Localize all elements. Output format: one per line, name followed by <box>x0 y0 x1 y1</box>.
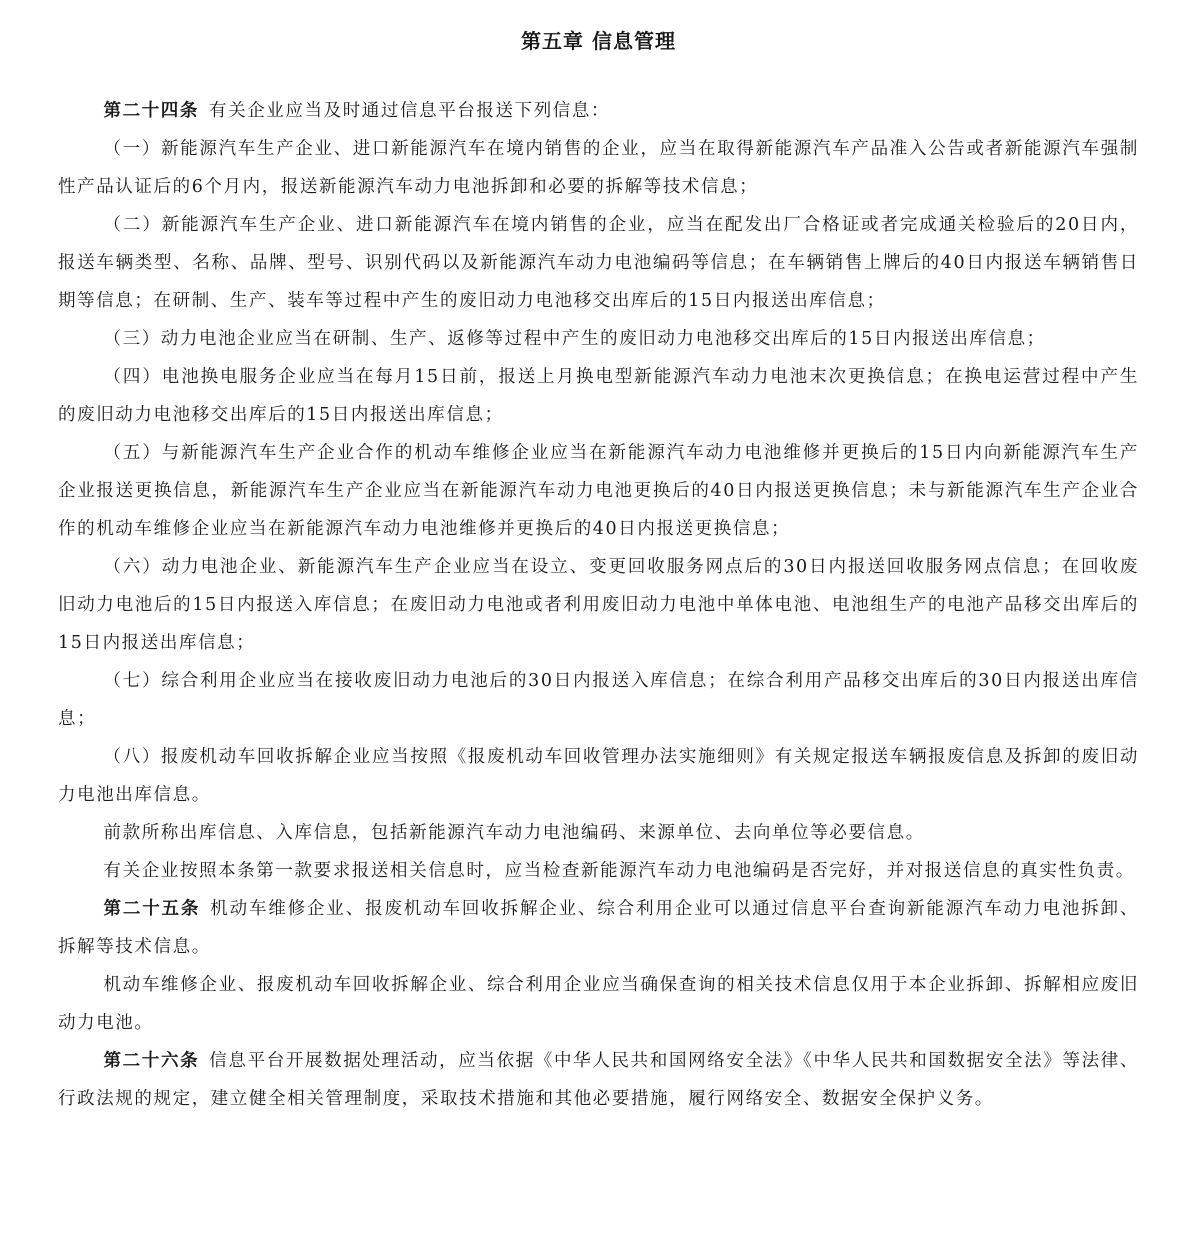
article-24-item-7 <box>58 662 1139 738</box>
article-24-definition <box>58 814 1139 852</box>
article-heading: 第二十五条 <box>103 899 201 919</box>
article-26 <box>58 1042 1139 1118</box>
article-24-item-3 <box>58 320 1139 358</box>
paragraph-text: 机动车维修企业、报废机动车回收拆解企业、综合利用企业应当确保查询的相关技术信息仅用于本企业拆卸、拆解相应废旧动力电池。 <box>58 975 1139 1033</box>
article-24-intro <box>58 92 1139 130</box>
article-heading: 第二十六条 <box>103 1051 200 1071</box>
article-25 <box>58 890 1139 966</box>
article-24-item-5 <box>58 434 1139 548</box>
article-24-item-6 <box>58 548 1139 662</box>
paragraph-text: （七）综合利用企业应当在接收废旧动力电池后的30日内报送入库信息；在综合利用产品移交出库后的30日内报送出库信息； <box>58 671 1139 729</box>
article-24-item-2 <box>58 206 1139 320</box>
paragraph-text: （五）与新能源汽车生产企业合作的机动车维修企业应当在新能源汽车动力电池维修并更换后的15日内向新能源汽车生产企业报送更换信息，新能源汽车生产企业应当在新能源汽车动力电池更换后的40日内报送更换信息；未与新能源汽车生产企业合作的机动车维修企业应当在新能源汽车动力电池维修并更换后的40日内报送更换信息； <box>58 443 1139 539</box>
article-24-item-8 <box>58 738 1139 814</box>
paragraph-text: 机动车维修企业、报废机动车回收拆解企业、综合利用企业可以通过信息平台查询新能源汽车动力电池拆卸、拆解等技术信息。 <box>58 899 1140 957</box>
paragraph-text: （三）动力电池企业应当在研制、生产、返修等过程中产生的废旧动力电池移交出库后的15日内报送出库信息； <box>103 329 1046 349</box>
document-body <box>58 92 1139 1118</box>
paragraph-text: 有关企业应当及时通过信息平台报送下列信息： <box>209 101 611 121</box>
paragraph-text: （四）电池换电服务企业应当在每月15日前，报送上月换电型新能源汽车动力电池末次更换信息；在换电运营过程中产生的废旧动力电池移交出库后的15日内报送出库信息； <box>58 367 1139 425</box>
article-25-clause-2 <box>58 966 1139 1042</box>
chapter-title: 第五章 信息管理 <box>521 29 676 53</box>
paragraph-text: （六）动力电池企业、新能源汽车生产企业应当在设立、变更回收服务网点后的30日内报送回收服务网点信息；在回收废旧动力电池后的15日内报送入库信息；在废旧动力电池或者利用废旧动力电池中单体电池、电池组生产的电池产品移交出库后的15日内报送出库信息； <box>58 557 1139 653</box>
paragraph-text: 信息平台开展数据处理活动，应当依据《中华人民共和国网络安全法》《中华人民共和国数据安全法》等法律、行政法规的规定，建立健全相关管理制度，采取技术措施和其他必要措施，履行网络安全、数据安全保护义务。 <box>58 1051 1140 1109</box>
paragraph-text: （二）新能源汽车生产企业、进口新能源汽车在境内销售的企业，应当在配发出厂合格证或者完成通关检验后的20日内，报送车辆类型、名称、品牌、型号、识别代码以及新能源汽车动力电池编码等信息；在车辆销售上牌后的40日内报送车辆销售日期等信息；在研制、生产、装车等过程中产生的废旧动力电池移交出库后的15日内报送出库信息； <box>58 215 1139 311</box>
article-heading: 第二十四条 <box>103 101 199 121</box>
paragraph-text: （一）新能源汽车生产企业、进口新能源汽车在境内销售的企业，应当在取得新能源汽车产品准入公告或者新能源汽车强制性产品认证后的6个月内，报送新能源汽车动力电池拆卸和必要的拆解等技术信息； <box>58 139 1139 197</box>
paragraph-text: 有关企业按照本条第一款要求报送相关信息时，应当检查新能源汽车动力电池编码是否完好，并对报送信息的真实性负责。 <box>103 861 1135 881</box>
article-24-item-1 <box>58 130 1139 206</box>
paragraph-text: （八）报废机动车回收拆解企业应当按照《报废机动车回收管理办法实施细则》有关规定报送车辆报废信息及拆卸的废旧动力电池出库信息。 <box>58 747 1139 805</box>
paragraph-text: 前款所称出库信息、入库信息，包括新能源汽车动力电池编码、来源单位、去向单位等必要信息。 <box>103 823 925 843</box>
article-24-responsibility <box>58 852 1139 890</box>
article-24-item-4 <box>58 358 1139 434</box>
